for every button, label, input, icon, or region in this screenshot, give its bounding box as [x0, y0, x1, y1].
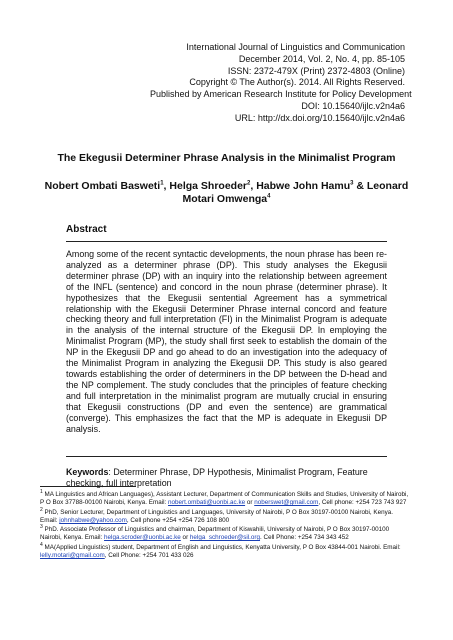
journal-header: [150, 42, 412, 125]
footnote-4: [40, 541, 412, 561]
keywords-label: Keywords: [66, 467, 109, 477]
keywords-text: : Determiner Phrase, DP Hypothesis, Minimalist Program, Feature checking, full interpretation: [66, 467, 368, 489]
author-separator: ,: [163, 180, 170, 192]
abstract-bottom-divider: [66, 456, 387, 457]
email-link[interactable]: helga_schroeder@sil.org: [189, 534, 261, 542]
footnote-text: MA(Applied Linguistics) student, Department of English and Linguistics, Kenyatta University, P O Box 43844-001 Nairobi. Email:: [42, 543, 401, 551]
journal-issue: December 2014, Vol. 2, No. 4, pp. 85-105: [238, 53, 405, 64]
author-affiliation-mark: 3: [350, 180, 354, 187]
footnote-text: PhD, Senior Lecturer, Department of Linguistics and Languages, University of Nairobi, P O Box 30197-00100 Nairobi, Kenya. Email:: [40, 508, 394, 524]
author-separator: ,: [250, 180, 257, 192]
footnote-mark: 2: [40, 506, 43, 513]
footnotes: [40, 488, 412, 561]
author-name: Nobert Ombati Basweti: [44, 180, 161, 192]
footnote-3: [40, 526, 412, 543]
email-link[interactable]: lelly.motari@gmail.com: [40, 552, 105, 560]
journal-issn: ISSN: 2372-479X (Print) 2372-4803 (Online): [227, 65, 405, 76]
email-link[interactable]: nobert.ombati@uonbi.ac.ke: [168, 499, 246, 507]
footnote-mark: 3: [40, 524, 43, 531]
footnote-text: . Cell Phone: +254 734 343 452: [260, 534, 349, 542]
author-list: [40, 180, 413, 206]
author-name: Motari Omwenga: [182, 193, 268, 205]
footnote-text: , Cell phone +254 +254 726 108 800: [126, 516, 230, 524]
footnote-divider: [40, 486, 136, 487]
footnote-text: , Cell Phone: +254 701 433 026: [104, 552, 194, 560]
footnote-mark: 4: [40, 541, 43, 548]
abstract-top-divider: [66, 241, 387, 242]
journal-doi: DOI: 10.15640/ijlc.v2n4a6: [301, 100, 405, 111]
footnote-text: or: [245, 499, 255, 507]
author-name: Habwe John Hamu: [256, 180, 351, 192]
footnote-text: PhD. Associate Professor of Linguistics and chairman, Department of Kiswahili, University of Nairobi, P O Box 30197-00100 Nairobi, Kenya. Email:: [40, 526, 390, 542]
footnote-2: [40, 506, 412, 526]
email-link[interactable]: helga.scroder@uonbi.ac.ke: [104, 534, 181, 542]
email-link[interactable]: noberswet@gmail.com: [254, 499, 319, 507]
author-separator: & Leonard: [353, 180, 409, 192]
paper-title: The Ekegusii Determiner Phrase Analysis in the Minimalist Program: [57, 152, 396, 164]
footnote-mark: 1: [40, 488, 43, 495]
abstract-heading: Abstract: [66, 224, 107, 235]
email-link[interactable]: johnhabwe@yahoo.com: [59, 516, 127, 524]
author-affiliation-mark: 1: [160, 180, 164, 187]
journal-name: International Journal of Linguistics and Communication: [186, 42, 405, 52]
abstract-body: Among some of the recent syntactic developments, the noun phrase has been re-analyzed as a determiner phrase (DP). This study analyses the Ekegusii determiner phrase (DP) with an inquiry into the relationship between agreement of the INFL (sentence) and concord in the noun phrase (determiner phrase). It hypothesizes that the Ekegusii sentential Agreement has a symmetrical relationship with the Ekegusii Determiner Phrase internal concord and feature checking theory and full interpretation (FI) in the Minimalist Program is adequate in the analysis of the internal structure of the Ekegusii DP. In employing the Minimalist Program (MP), the study shall first seek to establish the domain of the NP in the Ekegusii DP and go ahead to do an investigation into the adequacy of the Minimalist Program in analyzing the Ekegusii DP. This study is also geared towards establishing the order of determiners in the DP between the D-head and the NP complement. The study concludes that the principles of feature checking and full interpretation in the minimalist program are mutually crucial in ensuring that Ekegusii constructions (DP and even the sentence) are grammatical (converge). This emphasizes the fact that the MP is adequate in Ekegusii DP analysis.: [66, 249, 387, 434]
footnote-text: MA Linguistics and African Languages), Assistant Lecturer, Department of Communication Skills and Studies, University of Nairobi, P O Box 37788-00100 Nairobi, Kenya. Email:: [40, 491, 409, 507]
journal-copyright: Copyright © The Author(s). 2014. All Rights Reserved.: [189, 77, 405, 88]
footnote-text: or: [180, 534, 190, 542]
footnote-text: , Cell phone: +254 723 743 927: [318, 499, 407, 507]
author-affiliation-mark: 4: [267, 193, 271, 200]
author-affiliation-mark: 2: [247, 180, 251, 187]
journal-url: URL: http://dx.doi.org/10.15640/ijlc.v2n4a6: [234, 112, 405, 123]
journal-publisher: Published by American Research Institute for Policy Development: [150, 89, 412, 100]
author-name: Helga Shroeder: [169, 180, 247, 192]
footnote-1: [40, 488, 412, 508]
